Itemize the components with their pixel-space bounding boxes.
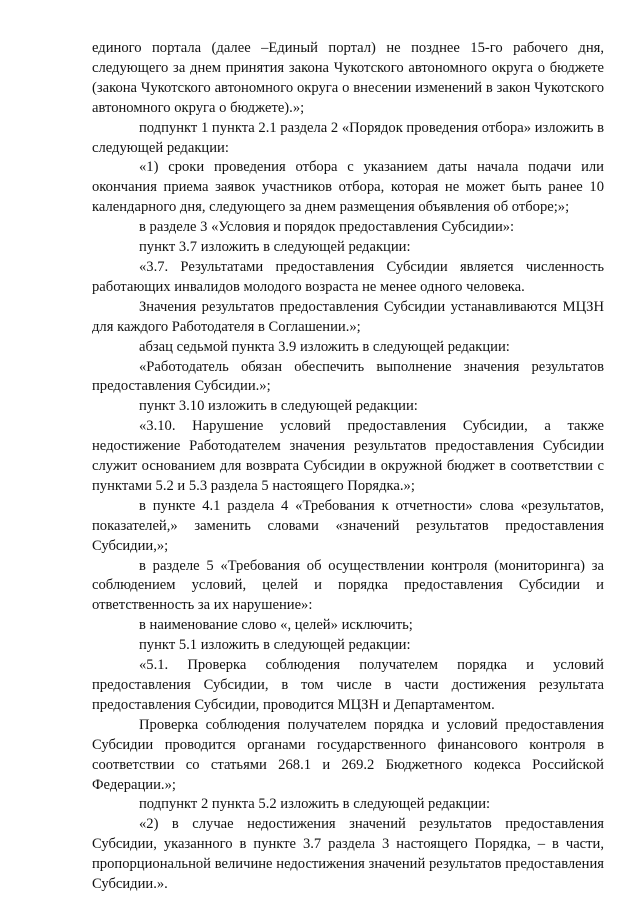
paragraph-quote-5-1: «5.1. Проверка соблюдения получателем порядка и условий предоставления Субсидии, в том числе в части достижения результата предоставления Субсидии, проводится МЦЗН и Департаментом. bbox=[92, 657, 604, 713]
paragraph-section-5: в разделе 5 «Требования об осуществлении контроля (мониторинга) за соблюдением условий, целей и порядка предоставления Субсидии и ответственность за их нарушение»: bbox=[92, 557, 604, 614]
paragraph-point-3-7: пункт 3.7 изложить в следующей редакции: bbox=[139, 239, 411, 256]
paragraph-point-4-1: в пункте 4.1 раздела 4 «Требования к отчетности» слова «результатов, показателей,» заменить словами «значений результатов предоставления Субсидии,»; bbox=[92, 497, 604, 554]
paragraph-quote-3-10: «3.10. Нарушение условий предоставления Субсидии, а также недостижение Работодателем значения результатов предоставления Субсидии служит основанием для возврата Субсидии в окружной бюджет в соответствии с пунктами 5.2 и 5.3 раздела 5 настоящего Порядка.»; bbox=[92, 418, 604, 494]
paragraph-quote-5-2: «2) в случае недостижения значений результатов предоставления Субсидии, указанного в пункте 3.7 раздела 3 настоящего Порядка, – в части, пропорциональной величине недостижения значений результатов предоставления Субсидии.». bbox=[92, 816, 604, 893]
paragraph-values-results: Значения результатов предоставления Субсидии устанавливаются МЦЗН для каждого Работодателя в Соглашении.»; bbox=[92, 298, 604, 335]
paragraph-continuation: единого портала (далее –Единый портал) не позднее 15-го рабочего дня, следующего за днем принятия закона Чукотского автономного округа о бюджете (закона Чукотского автономного округа о внесении изменений в закон Чукотского автономного округа о бюджете).»; bbox=[92, 40, 604, 116]
paragraph-quote-1: «1) сроки проведения отбора с указанием даты начала подачи или окончания приема заявок участников отбора, которая не может быть ранее 10 календарного дня, следующего за днем размещения объявления об отборе;»; bbox=[92, 159, 604, 216]
paragraph-title-change: в наименование слово «, целей» исключить; bbox=[139, 617, 413, 634]
paragraph-quote-3-7: «3.7. Результатами предоставления Субсидии является численность работающих инвалидов молодого возраста не менее одного человека. bbox=[92, 258, 604, 295]
paragraph-subpoint-2-1: подпункт 1 пункта 2.1 раздела 2 «Порядок проведения отбора» изложить в следующей редакции: bbox=[92, 119, 604, 156]
paragraph-section-3: в разделе 3 «Условия и порядок предоставления Субсидии»: bbox=[139, 219, 515, 236]
paragraph-quote-employer: «Работодатель обязан обеспечить выполнение значения результатов предоставления Субсидии.»; bbox=[92, 358, 604, 395]
paragraph-state-control: Проверка соблюдения получателем порядка и условий предоставления Субсидии проводится органами государственного финансового контроля в соответствии со статьями 268.1 и 269.2 Бюджетного кодекса Российской Федерации.»; bbox=[92, 716, 604, 793]
paragraph-point-5-1: пункт 5.1 изложить в следующей редакции: bbox=[139, 637, 411, 654]
paragraph-point-3-9: абзац седьмой пункта 3.9 изложить в следующей редакции: bbox=[139, 338, 510, 355]
paragraph-point-5-2: подпункт 2 пункта 5.2 изложить в следующей редакции: bbox=[139, 796, 491, 813]
paragraph-point-3-10: пункт 3.10 изложить в следующей редакции: bbox=[139, 398, 418, 415]
document-body bbox=[92, 39, 604, 895]
